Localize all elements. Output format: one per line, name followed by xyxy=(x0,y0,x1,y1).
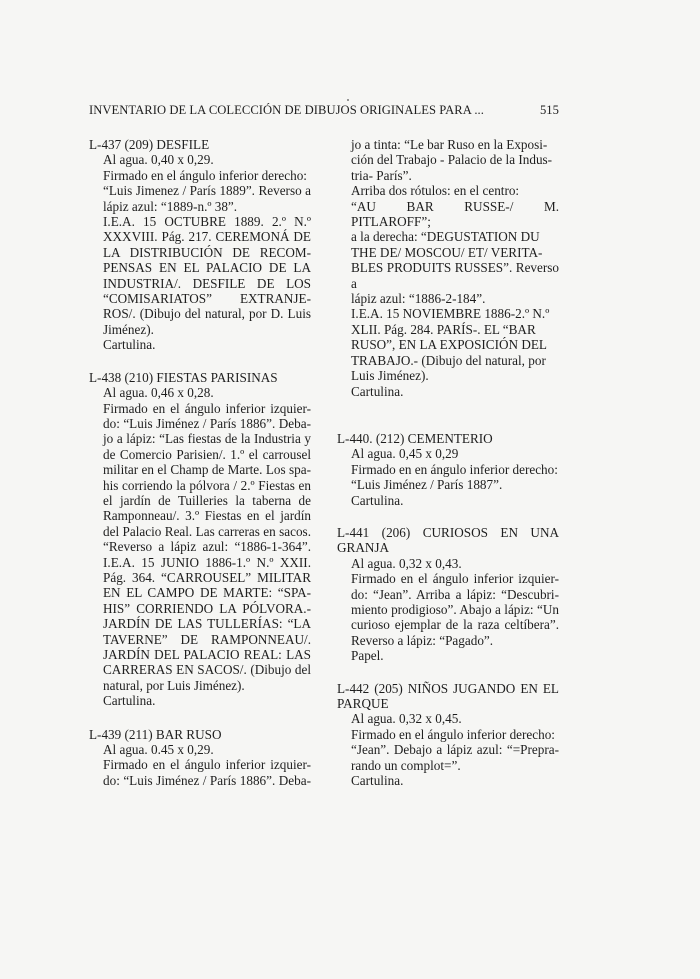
entry-line: lápiz azul: “1889-n.º 38”. xyxy=(103,198,238,214)
entry-line: Jiménez). xyxy=(103,321,154,337)
catalog-entry-l440 xyxy=(337,431,559,508)
entry-line: XLII. Pág. 284. PARÍS-. EL “BAR xyxy=(351,321,536,337)
entry-line: EN EL CAMPO DE MARTE: “SPA- xyxy=(103,585,311,601)
entry-line: Cartulina. xyxy=(103,337,156,353)
entry-line: “Reverso a lápiz azul: “1886-1-364”. xyxy=(103,539,311,555)
entry-line: HIS” CORRIENDO LA PÓLVORA.- xyxy=(103,600,311,616)
entry-line: Al agua. 0,32 x 0,43. xyxy=(351,555,462,571)
entry-heading-cont: GRANJA xyxy=(337,540,390,556)
entry-heading: L-437 (209) DESFILE xyxy=(89,137,210,152)
entry-line: ROS/. (Dibujo del natural, por D. Luis xyxy=(103,306,311,322)
entry-line: Al agua. 0,45 x 0,29 xyxy=(351,446,459,462)
catalog-entry-l438 xyxy=(89,370,311,709)
entry-line: his corriendo la pólvora / 2.º Fiestas en xyxy=(103,477,311,493)
entry-line: Papel. xyxy=(351,648,384,664)
entry-line: do: “Luis Jiménez / París 1886”. Deba- xyxy=(103,415,311,431)
entry-line: de Comercio Parisien/. 1.º el carrousel xyxy=(103,446,311,462)
entry-heading: L-442 (205) NIÑOS JUGANDO EN EL xyxy=(337,680,559,696)
entry-line: “Jean”. Debajo a lápiz azul: “=Prepra- xyxy=(351,742,559,758)
entry-line: JARDÍN DEL PALACIO REAL: LAS xyxy=(103,647,311,662)
catalog-entry-l442 xyxy=(337,681,559,789)
entry-line: “COMISARIATOS” EXTRANJE- xyxy=(103,291,311,307)
entry-line: Cartulina. xyxy=(351,383,404,399)
catalog-entry-l437 xyxy=(89,137,311,353)
catalog-entry-l439 xyxy=(89,727,311,789)
entry-line: natural, por Luis Jiménez). xyxy=(103,677,245,693)
entry-line: jo a tinta: “Le bar Ruso en la Exposi- xyxy=(351,137,548,152)
entry-line: curioso ejemplar de la raza celtíbera”. xyxy=(351,617,559,633)
entry-line: Cartulina. xyxy=(103,693,156,709)
entry-line: RUSO”, EN LA EXPOSICIÓN DEL xyxy=(351,337,547,353)
entry-line: Firmado en el ángulo inferior izquier- xyxy=(103,757,311,773)
entry-line: Firmado en el ángulo inferior izquier- xyxy=(103,400,311,416)
entry-line: do: “Jean”. Arriba a lápiz: “Descubri- xyxy=(351,586,559,602)
page-number: 515 xyxy=(539,103,559,117)
entry-heading: L-439 (211) BAR RUSO xyxy=(89,726,222,742)
entry-line: JARDÍN DE LAS TULLERÍAS: “LA xyxy=(103,616,311,632)
entry-line: lápiz azul: “1886-2-184”. xyxy=(351,291,486,307)
entry-line: Firmado en el ángulo inferior derecho: xyxy=(351,726,555,742)
entry-line: Al agua. 0,46 x 0,28. xyxy=(103,385,214,401)
entry-line: Arriba dos rótulos: en el centro: xyxy=(351,183,520,199)
entry-heading: L-438 (210) FIESTAS PARISINAS xyxy=(89,369,278,385)
entry-line: Ramponneau/. 3.º Fiestas en el jardín xyxy=(103,508,311,524)
entry-line: Al agua. 0,32 x 0,45. xyxy=(351,711,462,727)
scan-speck xyxy=(347,99,349,101)
entry-line: THE DE/ MOSCOU/ ET/ VERITA- xyxy=(351,244,543,260)
entry-line: Firmado en el ángulo inferior derecho: xyxy=(103,167,307,183)
right-column xyxy=(337,137,559,788)
entry-line: Cartulina. xyxy=(351,773,404,789)
entry-line: “Luis Jimenez / París 1889”. Reverso a xyxy=(103,183,311,199)
entry-line: Luis Jiménez). xyxy=(351,368,429,384)
entry-line: Al agua. 0,40 x 0,29. xyxy=(103,152,214,168)
entry-line: Reverso a lápiz: “Pagado”. xyxy=(351,632,494,648)
entry-line: “AU BAR RUSSE-/ M. PITLAROFF”; xyxy=(351,198,559,230)
catalog-entry-l441 xyxy=(337,525,559,664)
entry-line: ción del Trabajo - Palacio de la Indus- xyxy=(351,152,553,168)
entry-line: Al agua. 0.45 x 0,29. xyxy=(103,742,214,758)
entry-line: CARRERAS EN SACOS/. (Dibujo del xyxy=(103,662,311,678)
entry-line: I.E.A. 15 NOVIEMBRE 1886-2.º N.º xyxy=(351,306,550,322)
entry-line: Firmado en el ángulo inferior izquier- xyxy=(351,571,559,587)
entry-line: LA DISTRIBUCIÓN DE RECOM- xyxy=(103,244,311,260)
entry-line: TAVERNE” DE RAMPONNEAU/. xyxy=(103,631,311,647)
entry-line: militar en el Champ de Marte. Los spa- xyxy=(103,462,311,478)
entry-heading-cont: PARQUE xyxy=(337,696,389,711)
entry-line: a la derecha: “DEGUSTATION DU xyxy=(351,229,540,245)
entry-line: el jardín de Tuilleries la taberna de xyxy=(103,492,311,508)
entry-line: tria- París”. xyxy=(351,167,412,183)
catalog-entry-l439-continuation xyxy=(337,137,559,399)
entry-line: “Luis Jiménez / París 1887”. xyxy=(351,477,503,493)
entry-line: Firmado en en ángulo inferior derecho: xyxy=(351,461,558,477)
entry-line: Pág. 364. “CARROUSEL” MILITAR xyxy=(103,569,311,585)
entry-line: do: “Luis Jiménez / París 1886”. Deba- xyxy=(103,772,311,788)
entry-line: INDUSTRIA/. DESFILE DE LOS xyxy=(103,275,311,291)
entry-line: jo a lápiz: “Las fiestas de la Industria y xyxy=(103,431,311,447)
entry-line: TRABAJO.- (Dibujo del natural, por xyxy=(351,352,546,368)
entry-line: I.E.A. 15 JUNIO 1886-1.º N.º XXII. xyxy=(103,554,311,570)
running-header xyxy=(89,103,559,121)
entry-heading: L-440. (212) CEMENTERIO xyxy=(337,430,493,446)
entry-line: rando un complot=”. xyxy=(351,757,461,773)
entry-line: XXXVIII. Pág. 217. CEREMONÁ DE xyxy=(103,229,311,245)
entry-line: I.E.A. 15 OCTUBRE 1889. 2.º N.º xyxy=(103,214,311,230)
entry-line: BLES PRODUITS RUSSES”. Reverso a xyxy=(351,260,559,291)
entry-line: PENSAS EN EL PALACIO DE LA xyxy=(103,260,311,276)
entry-line: miento prodigioso”. Abajo a lápiz: “Un xyxy=(351,601,559,617)
entry-line: Cartulina. xyxy=(351,492,404,508)
entry-line: del Palacio Real. Las carreras en sacos. xyxy=(103,523,311,539)
entry-heading: L-441 (206) CURIOSOS EN UNA xyxy=(337,524,559,540)
left-column xyxy=(89,137,311,788)
header-title: INVENTARIO DE LA COLECCIÓN DE DIBUJOS ORIGINALES PARA ... xyxy=(89,103,484,117)
